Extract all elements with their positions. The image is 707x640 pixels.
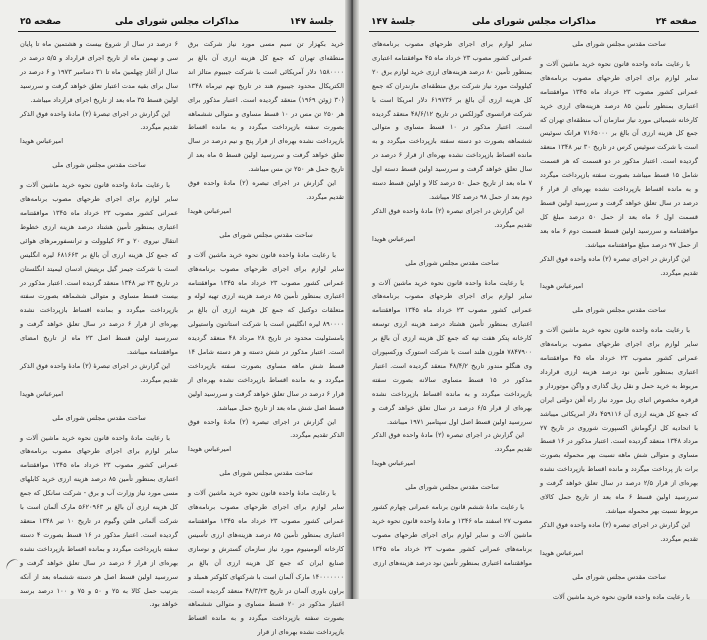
signature: امیرعباس هویدا xyxy=(540,548,584,557)
section-title: ساحت مقدس مجلس شورای ملی xyxy=(572,40,666,48)
section-title: ساحت مقدس مجلس شورای ملی xyxy=(572,306,666,315)
signature-line xyxy=(188,205,344,219)
section-body: با رعایت مادهٔ ششم قانون برنامه عمرانی چهارم کشور مصوب ۲۷ اسفند ماه ۱۳۴۶ و مادهٔ واحده قانون نحوه خرید ماشین آلات و سایر لوازم برای اجرای طرحهای مصوب برنامه‌های عمرانی کشور مصوب ۲۳ خرداد ماه ۱۳۴۵ موافقتنامه اعتباری بمنظور تأمین نود درصد هزینه‌های ارزی xyxy=(372,503,532,567)
section-body: ۶ درصد در سال از شروع بیست و هشتمین ماه تا پایان سی و نهمین ماه از تاریخ اجرای قرارداد و ۵/۵ درصد در سال از آغاز چهلمین ماه تا ۳۱ دسامبر ۱۹۷۳ و ۶ درصد در سال برای بقیه مدت اعتبار تعلق خواهد گرفت و سررسید اولین قسط ۳۵ ماه بعد از تاریخ اجرای قرارداد میباشد. xyxy=(20,40,178,104)
section-body: با رعایت ماده واحده قانون نحوه خرید ماشین آلات xyxy=(552,592,690,601)
section-body: با رعایت مادهٔ واحده قانون نحوه خرید ماشین آلات و سایر لوازم برای اجرای طرحهای مصوب برنامه‌های عمرانی کشور مصوب ۲۳ خرداد ماه ۱۳۴۵ موافقتنامه اعتباری بمنظور تأمین ۸۵ درصد هزینه ارزی تهیه لوله و متعلقات دوکتیل که جمع کل هزینه ارزی آن بالغ بر ۸۹۰۰۰۰ لیره انگلیس است با شرکت استانتون واستیولی بامسئولیت محدود در تاریخ ۲۸ مرداد ۴۸ منعقد گردیده است. اعتبار مذکور در شش دسته و هر دسته شامل ۱۴ قسط شش ماهه مساوی بصورت سفته بازپرداخت میگردد و به مانده اقساط بازپرداخت نشده بهره‌ای از قرار ۶ درصد در سال تعلق خواهد گرفت و سررسید اولین قسط اصل شش ماه بعد از تاریخ حمل میباشد. xyxy=(188,250,345,412)
report-note: این گزارش در اجرای تبصرهٔ (۲) مادهٔ واحده فوق الذکر تقدیم میگردد. xyxy=(20,361,178,384)
report-note: این گزارش در اجرای تبصره (۲) مادهٔ واحده فوق الذکر تقدیم میگردد. xyxy=(188,417,344,440)
column-left-outer xyxy=(20,38,178,612)
signature: امیرعباس هویدا xyxy=(188,206,232,215)
signature-line xyxy=(372,457,532,471)
report-note: این گزارش در اجرای تبصره (۲) مادهٔ واحده فوق الذکر تقدیم میگردد. xyxy=(372,431,532,454)
session-number: جلسهٔ ۱۴۷ xyxy=(371,17,416,27)
section-body: خرید بکهزار تن سیم مسی مورد نیاز شرکت برق منطقه‌ای تهران که جمع کل هزینه ارزی آن بالغ بر ۱۵۸۰۰۰۰ دلار آمریکائی است با شرکت جیبیوم متالز اند الکتریکال محدود جیبیوم هند در تاریخ نهم تیرماه ۱۳۴۸ (۳۰ ژوئن ۱۹۶۹) منعقد گردیده است. اعتبار مذکور برای هر ۲۵۰ تن مس در ۱۰ قسط مساوی و متوالی ششماهه بصورت سفته بازپرداخت میگردد و به مانده اقساط بازپرداخت نشده بهره‌ای از قرار پنج و نیم درصد در سال تعلق خواهد گرفت و سررسید اولین قسط ۵ ماه بعد از تاریخ حمل هر ۲۵۰ تن مس میباشد. xyxy=(188,40,344,174)
signature-line xyxy=(540,280,698,294)
section-body: سایر لوازم برای اجرای طرحهای مصوب برنامه‌های عمرانی کشور مصوب ۲۳ خرداد ماه ۴۵ موافقتنامه اعتباری بمنظور تأمین ۸۰ درصد هزینه‌های ارزی خرید لوازم برق ۲۰ کیلوولت مورد نیاز شرکت برق منطقه‌ای مازندران که جمع کل هزینه ارزی آن بالغ بر ۶۱۹۷۳۶ دلار امریکا است با شرکت فرانسوی گوزلکس در تاریخ ۴۸/۶/۱۲ منعقد گردیده است. اعتبار مذکور در ۱۰ قسط مساوی و متوالی ششماهه بصورت دو دسته سفته بازپرداخت میگردد و به مانده اقساط بازپرداخت نشده بهره‌ای از قرار ۶ درصد در سال تعلق خواهد گرفت و سررسید اولین قسط دسته اول ۷ ماه بعد از تاریخ حمل ۵۰ درصد کالا و اولین قسط دسته دوم بعد از حمل ۹۸ درصد کالا میباشد. xyxy=(372,40,533,201)
section-title: ساحت مقدس مجلس شورای ملی xyxy=(405,483,499,492)
report-note: این گزارش در اجرای تبصره (۲) ماده واحده فوق الذکر تقدیم میگردد. xyxy=(540,254,698,277)
report-note: این گزارش در اجرای تبصره (۲) ماده واحده فوق الذکر تقدیم میگردد. xyxy=(540,520,698,543)
report-note: این گزارش در اجرای تبصرهٔ (۲) مادهٔ واحده فوق الذکر تقدیم میگردد. xyxy=(20,109,178,132)
book-gutter xyxy=(345,0,359,599)
signature-line xyxy=(20,135,178,149)
signature: امیرعباس هویدا xyxy=(188,445,232,454)
section-body: با رعایت مادهٔ واحده قانون نحوه خرید ماشین آلات و سایر لوازم برای اجرای طرحهای مصوب برنامه‌های عمرانی کشور مصوب ۲۳ خرداد ماه ۱۳۴۵ موافقتنامه اعتباری بمنظور تأمین هشتاد درصد هزینه ارزی توسعه کارخانه پتکر هفت تپه که جمع کل هزینه ارزی آن بالغ بر ۷۸۴۷۹۰۰ فلورن هلند است با شرکت استورک ورکسپوران وی هنگلو مندور تاریخ ۴۸/۴/۲ منعقد گردیده است. اعتبار مذکور در ۱۵ قسط مساوی سالانه بصورت سفته بازپرداخت میگردد و به مانده اقساط بازپرداخت نشده بهره‌ای از قرار ۶/۵ درصد در سال تعلق خواهد گرفت و سررسید اولین قسط اصل اول سپتامبر ۱۹۷۱ میباشد. xyxy=(372,278,532,426)
section-title: ساحت مقدس مجلس شورای ملی xyxy=(572,572,666,581)
signature: امیرعباس هویدا xyxy=(372,459,416,468)
right-page-header xyxy=(369,17,699,32)
signature-line xyxy=(20,388,178,402)
column-right-inner xyxy=(372,38,532,571)
running-title: مذاکرات مجلس شورای ملی xyxy=(114,17,240,27)
session-number: جلسهٔ ۱۴۷ xyxy=(289,17,334,27)
left-page-header xyxy=(18,17,336,32)
signature: امیرعباس هویدا xyxy=(20,137,64,146)
section-title: ساحت مقدس مجلس شورای ملی xyxy=(219,230,313,239)
signature: امیرعباس هویدا xyxy=(540,282,584,291)
report-note: این گزارش در اجرای تبصره (۲) مادهٔ واحده فوق تقدیم میگردد. xyxy=(188,179,344,201)
column-left-inner xyxy=(188,38,344,640)
section-body: با رعایت مادهٔ واحده قانون نحوه خرید ماشین آلات و سایر لوازم برای اجرای طرحهای مصوب برنامه‌های عمرانی کشور مصوب ۲۳ خرداد ماه ۱۳۴۵ موافقتنامه اعتباری بمنظور تأمین ۸۵ درصد هزینه ارزی خرید کابلهای مسی مورد نیاز وزارت آب و برق - شرکت سانکل که جمع کل هزینه ارزی آن بالغ بر ۵۶۲۰۹۶۳ مارک آلمان است با شرکت آلمانی فلتن وگیوم در تاریخ ۱۰ تیر ۱۳۴۸ منعقد گردیده است. اعتبار مذکور در ۱۶ قسط بصورت ۴ دسته سفته بازپرداخت میگردد و بمانده اقساط بازپرداخت نشده بهره‌ای از قرار ۶ درصد در سال تعلق خواهد گرفت و سررسید اولین قسط اصل هر دسته ششماه بعد از آنکه بترتیب حمل کالا به ۲۵ و ۵۰ و ۷۵ و ۱۰۰ درصد برسد خواهد بود. xyxy=(20,433,179,609)
section-body: با رعایت مادهٔ واحده قانون نحوه خرید ماشین آلات و سایر لوازم برای اجرای طرحهای مصوب برنامه‌های عمرانی کشور مصوب ۲۳ خرداد ماه ۱۳۴۵ موافقتنامه اعتباری بمنظور تأمین ۸۵ درصد هزینه‌های ارزی تأسیس کارخانه آلومینیوم مورد نیاز سازمان گسترش و نوسازی صنایع ایران که جمع کل هزینه ارزی آن بالغ بر ۱۴۰۰۰۰۰۰۰ مارک آلمان است با شرکتهای کلوکنر همبلد و براون باوری آلمان در تاریخ ۴۸/۳/۲۳ منعقد گردیده است. اعتبار مذکور در ۲۰ قسط مساوی و متوالی ششماهه بصورت سفته بازپرداخت میگردد و به مانده اقساط بازپرداخت نشده بهره‌ای از قرار xyxy=(188,489,345,637)
section-title: ساحت مقدس مجلس شورای ملی xyxy=(219,469,313,478)
section-title: ساحت مقدس مجلس شورای ملی xyxy=(52,413,146,422)
report-note: این گزارش در اجرای تبصره (۲) مادهٔ واحده فوق الذکر تقدیم میگردد. xyxy=(372,206,532,229)
signature-line xyxy=(188,443,344,457)
signature-line xyxy=(372,233,532,247)
page-number: صفحه ۲۵ xyxy=(20,17,62,27)
signature: امیرعباس هویدا xyxy=(372,234,416,243)
section-body: با رعایت ماده واحده قانون نحوه خرید ماشین آلات و سایر لوازم برای اجرای طرحهای مصوب برنامه‌های عمرانی کشور مصوب ۲۳ خرداد ماه ۱۳۴۵ موافقتنامه اعتباری بمنظور تأمین ۸۵ درصد هزینه‌های ارزی خرید کارخانه شیمیائی مورد نیاز سازمان آب منطقه‌ای تهران که جمع کل هزینه ارزی آن بالغ بر ۷۱۶۵۰۰۰ فرانک سوئیس است با شرکت سوئیس کرس در تاریخ ۳۰ تیر ۱۳۴۸ منعقد گردیده است. اعتبار مذکور در دو قسمت که هر قسمت شامل ۱۵ قسط میباشد بصورت سفته بازپرداخت میگردد و به مانده اقساط بازپرداخت نشده بهره‌ای از قرار ۶ درصد در سال تعلق خواهد گرفت و سررسید اولین قسط قسمت اول ۶ ماه بعد از حمل ۵۰ درصد مبلغ کل موافقتنامه و سررسید اولین قسط قسمت دوم ۶ ماه بعد از حمل ۹۷ درصد مبلغ موافقتنامه میباشد. xyxy=(540,59,699,249)
section-body: با رعایت مادهٔ واحده قانون نحوه خرید ماشین آلات و سایر لوازم برای اجرای طرحهای مصوب برنامه‌های عمرانی کشور مصوب ۲۳ خرداد ماه ۱۳۴۵ موافقتنامه اعتباری بمنظور تأمین هشتاد درصد هزینه ارزی خطوط انتقال نیروی ۲۰ و ۶۳ کیلوولت و ترانسفورمرهای هوائی که جمع کل هزینه ارزی آن بالغ بر ۶۸۱۶۶۳ لیره انگلیس است با شرکت جیمز گیل بریتیش ادسان لیمیتد انگلستان در تاریخ ۲۳ تیر ۱۳۴۸ منعقد گردیده است. اعتبار مذکور در بیست قسط مساوی و متوالی ششماهه بصورت سفته بازپرداخت میگردد و بمانده اقساط بازپرداخت نشده بهره‌ای از قرار ۶ درصد در سال تعلق خواهد گرفت و سررسید اولین قسط اصل ۲۳ ماه از تاریخ امضای موافقتنامه میباشد. xyxy=(20,181,179,357)
section-body: با رعایت ماده واحده قانون نحوه خرید ماشین آلات و سایر لوازم برای اجرای طرحهای مصوب برنامه‌های عمرانی کشور مصوب ۲۳ خرداد ماه ۴۵ موافقتنامه اعتباری بمنظور تأمین نود درصد هزینه ارزی قرارداد مربوط به خرید حمل و نقل ریل گذاری و واگن موتوردار و قرقره مخصوص اتبای ریل مورد نیاز راه آهن دولتی ایران که جمع کل هزینه ارزی آن ۴۵۹۱۱۶ دلار امریکائی میباشد با اتحادیه کل ارگوماش اکسپورت شوروی در تاریخ ۲۷ مرداد ۱۳۴۸ منعقد گردیده است. اعتبار مذکور در ۱۶ قسط مساوی و متوالی شش ماهه نسبت بهر محموله بصورت برات باز پرداخت میگردد و مانده اقساط بازپرداخت نشده بهره‌ای از قرار ۲/۵ درصد در سال تعلق خواهد گرفت و سررسید اولین قسط ۶ ماه بعد از تاریخ حمل کالای مربوط نسبت بهر محموله میباشد. xyxy=(540,326,699,515)
page-number: صفحه ۲۴ xyxy=(655,17,697,27)
signature-line xyxy=(540,547,698,561)
signature: امیرعباس هویدا xyxy=(20,389,64,398)
running-title: مذاکرات مجلس شورای ملی xyxy=(471,17,597,27)
section-title: ساحت مقدس مجلس شورای ملی xyxy=(52,161,146,170)
section-title: ساحت مقدس مجلس شورای ملی xyxy=(405,258,499,267)
column-right-outer xyxy=(540,38,698,604)
